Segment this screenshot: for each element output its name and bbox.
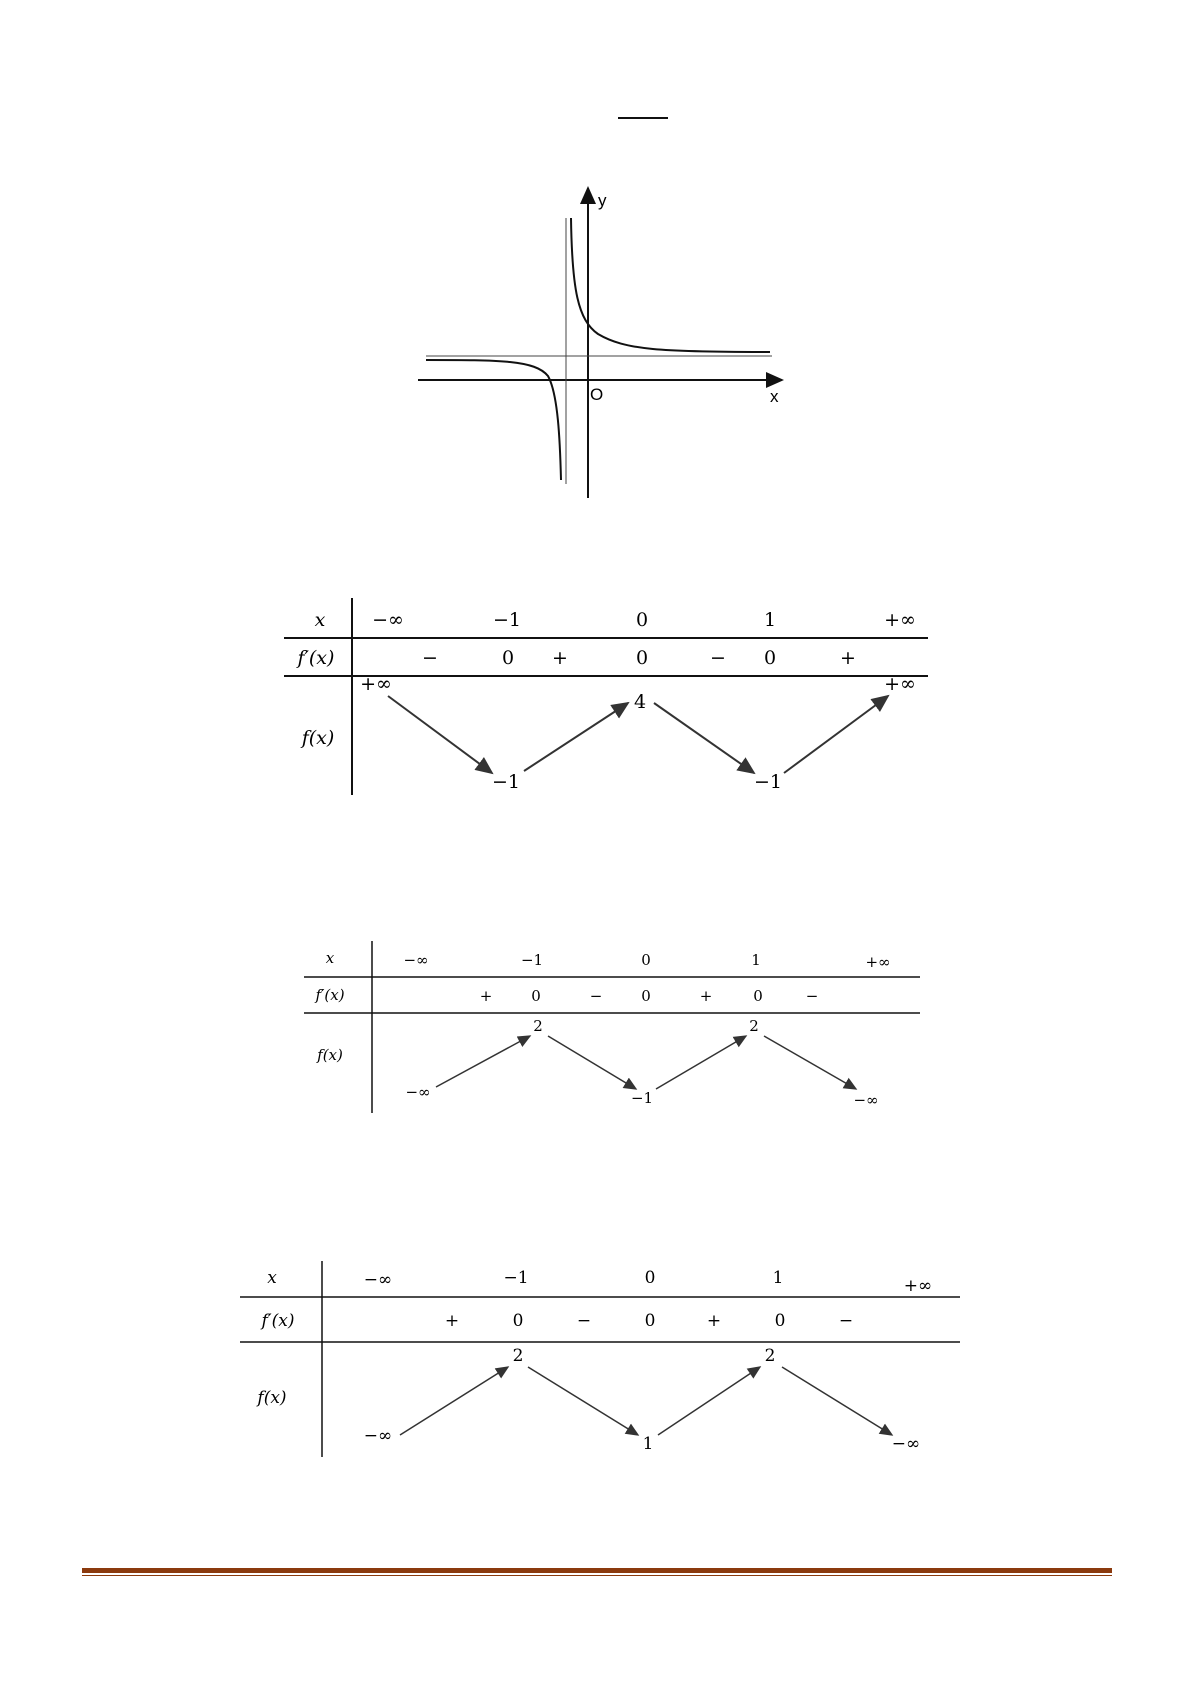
- row-label-x: x: [267, 1268, 277, 1288]
- left-branch: [426, 360, 561, 480]
- f-value: 2: [749, 1017, 759, 1035]
- fp-sign: −: [576, 1311, 592, 1331]
- x-value: 1: [751, 951, 761, 969]
- x-value: −∞: [372, 609, 404, 631]
- row-label-f: f(x): [317, 1046, 343, 1064]
- row-label-fp: f′(x): [261, 1311, 295, 1331]
- fraction-bar: [618, 117, 668, 119]
- f-value: +∞: [884, 673, 916, 695]
- f-value: 1: [642, 1434, 654, 1454]
- f-value: 2: [512, 1346, 524, 1366]
- f-value: +∞: [360, 673, 392, 695]
- fp-value: 0: [635, 647, 649, 669]
- f-value: −∞: [405, 1083, 431, 1101]
- fp-sign: +: [840, 647, 856, 669]
- increase-arrow: [656, 1036, 746, 1089]
- x-value: 0: [641, 951, 651, 969]
- decrease-arrow: [782, 1367, 892, 1435]
- fp-value: 0: [641, 987, 651, 1005]
- x-value: −∞: [363, 1270, 393, 1290]
- fp-value: 0: [501, 647, 515, 669]
- f-value: −1: [753, 771, 783, 793]
- decrease-arrow: [388, 696, 492, 773]
- x-value: −1: [503, 1268, 529, 1288]
- x-value: +∞: [903, 1276, 933, 1296]
- fp-sign: +: [444, 1311, 460, 1331]
- x-value: 0: [635, 609, 649, 631]
- x-value: +∞: [884, 609, 916, 631]
- x-axis-label: x: [770, 387, 779, 406]
- increase-arrow: [784, 696, 888, 773]
- origin-label: O: [590, 385, 604, 404]
- f-value: 2: [533, 1017, 543, 1035]
- fp-value: 0: [763, 647, 777, 669]
- fp-sign: −: [710, 647, 726, 669]
- f-value: −∞: [853, 1091, 879, 1109]
- fp-sign: +: [552, 647, 568, 669]
- fp-sign: +: [479, 987, 493, 1005]
- f-value: −∞: [891, 1434, 921, 1454]
- f-value: 2: [764, 1346, 776, 1366]
- x-value: 0: [644, 1268, 656, 1288]
- decrease-arrow: [654, 703, 754, 773]
- fp-value: 0: [774, 1311, 786, 1331]
- row-label-f: f(x): [301, 727, 335, 749]
- increase-arrow: [436, 1036, 530, 1087]
- x-value: −1: [520, 951, 544, 969]
- row-label-x: x: [325, 949, 335, 967]
- row-label-x: x: [314, 609, 326, 631]
- decrease-arrow: [548, 1036, 636, 1089]
- function-graph: [400, 180, 800, 510]
- footer-rule: [82, 1568, 1112, 1573]
- x-value: 1: [763, 609, 777, 631]
- f-value: −1: [630, 1089, 654, 1107]
- y-axis-label: y: [598, 191, 607, 210]
- increase-arrow: [658, 1367, 760, 1435]
- row-label-fp: f′(x): [297, 647, 335, 669]
- row-label-f: f(x): [257, 1388, 287, 1408]
- variation-table-3: [230, 1255, 970, 1460]
- row-label-fp: f′(x): [315, 986, 345, 1004]
- x-value: −1: [492, 609, 522, 631]
- decrease-arrow: [764, 1036, 856, 1089]
- increase-arrow: [400, 1367, 508, 1435]
- x-value: −∞: [403, 951, 429, 969]
- fp-value: 0: [531, 987, 541, 1005]
- fp-sign: +: [699, 987, 713, 1005]
- fp-value: 0: [753, 987, 763, 1005]
- x-value: 1: [772, 1268, 784, 1288]
- decrease-arrow: [528, 1367, 638, 1435]
- fp-sign: −: [589, 987, 603, 1005]
- f-value: 4: [633, 691, 647, 713]
- increase-arrow: [524, 703, 628, 771]
- right-branch: [571, 218, 770, 352]
- fp-sign: −: [838, 1311, 854, 1331]
- fp-sign: −: [805, 987, 819, 1005]
- fp-sign: −: [422, 647, 438, 669]
- fp-value: 0: [512, 1311, 524, 1331]
- fp-sign: +: [706, 1311, 722, 1331]
- fp-value: 0: [644, 1311, 656, 1331]
- footer-rule-thin: [82, 1575, 1112, 1576]
- variation-table-2: [290, 935, 930, 1115]
- f-value: −∞: [363, 1426, 393, 1446]
- f-value: −1: [491, 771, 521, 793]
- x-value: +∞: [865, 953, 891, 971]
- variation-table-1: [270, 590, 930, 800]
